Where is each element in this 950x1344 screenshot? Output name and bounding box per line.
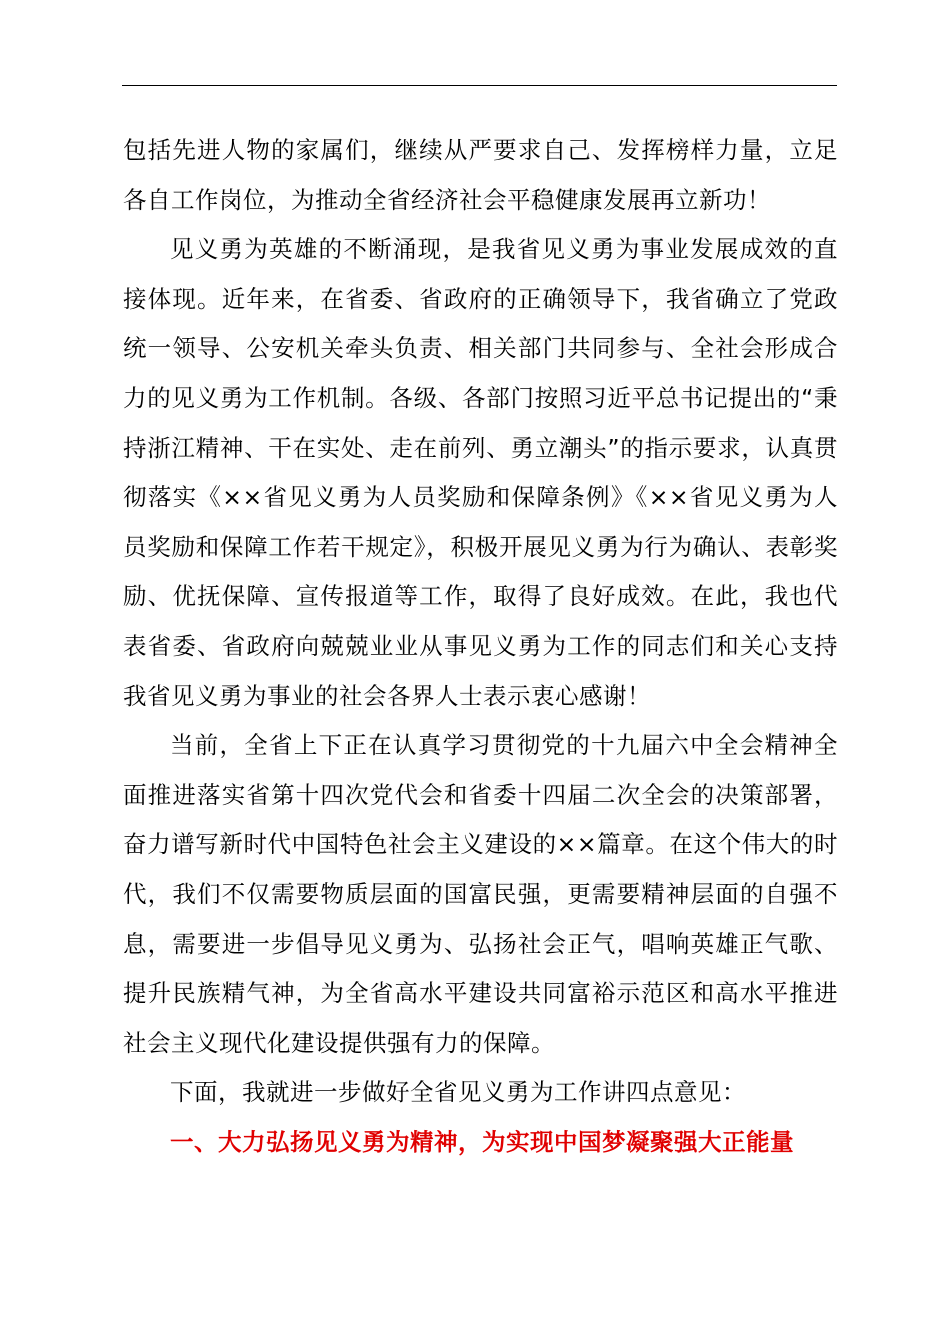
paragraph-continuation: 包括先进人物的家属们，继续从严要求自己、发挥榜样力量，立足各自工作岗位，为推动全省经济社会平稳健康发展再立新功！	[123, 136, 838, 214]
paragraph-achievements: 见义勇为英雄的不断涌现，是我省见义勇为事业发展成效的直接体现。近年来，在省委、省政府的正确领导下，我省确立了党政统一领导、公安机关牵头负责、相关部门共同参与、全社会形成合力的见义勇为工作机制。各级、各部门按照习近平总书记提出的“秉持浙江精神、干在实处、走在前列、勇立潮头”的指示要求，认真贯彻落实《××省见义勇为人员奖励和保障条例》《××省见义勇为人员奖励和保障工作若干规定》，积极开展见义勇为行为确认、表彰奖励、优抚保障、宣传报道等工作，取得了良好成效。在此，我也代表省委、省政府向兢兢业业从事见义勇为工作的同志们和关心支持我省见义勇为事业的社会各界人士表示衷心感谢！	[123, 235, 838, 710]
paragraph-intro-opinions: 下面，我就进一步做好全省见义勇为工作讲四点意见：	[170, 1078, 746, 1107]
body-text	[123, 126, 838, 1167]
paragraph-current-situation: 当前，全省上下正在认真学习贯彻党的十九届六中全会精神全面推进落实省第十四次党代会和省委十四届二次全会的决策部署，奋力谱写新时代中国特色社会主义建设的××篇章。在这个伟大的时代，我们不仅需要物质层面的国富民强，更需要精神层面的自强不息，需要进一步倡导见义勇为、弘扬社会正气，唱响英雄正气歌、提升民族精气神，为全省高水平建设共同富裕示范区和高水平推进社会主义现代化建设提供强有力的保障。	[123, 731, 838, 1057]
section-heading: 一、大力弘扬见义勇为精神，为实现中国梦凝聚强大正能量	[170, 1127, 794, 1156]
header-rule	[122, 85, 837, 86]
